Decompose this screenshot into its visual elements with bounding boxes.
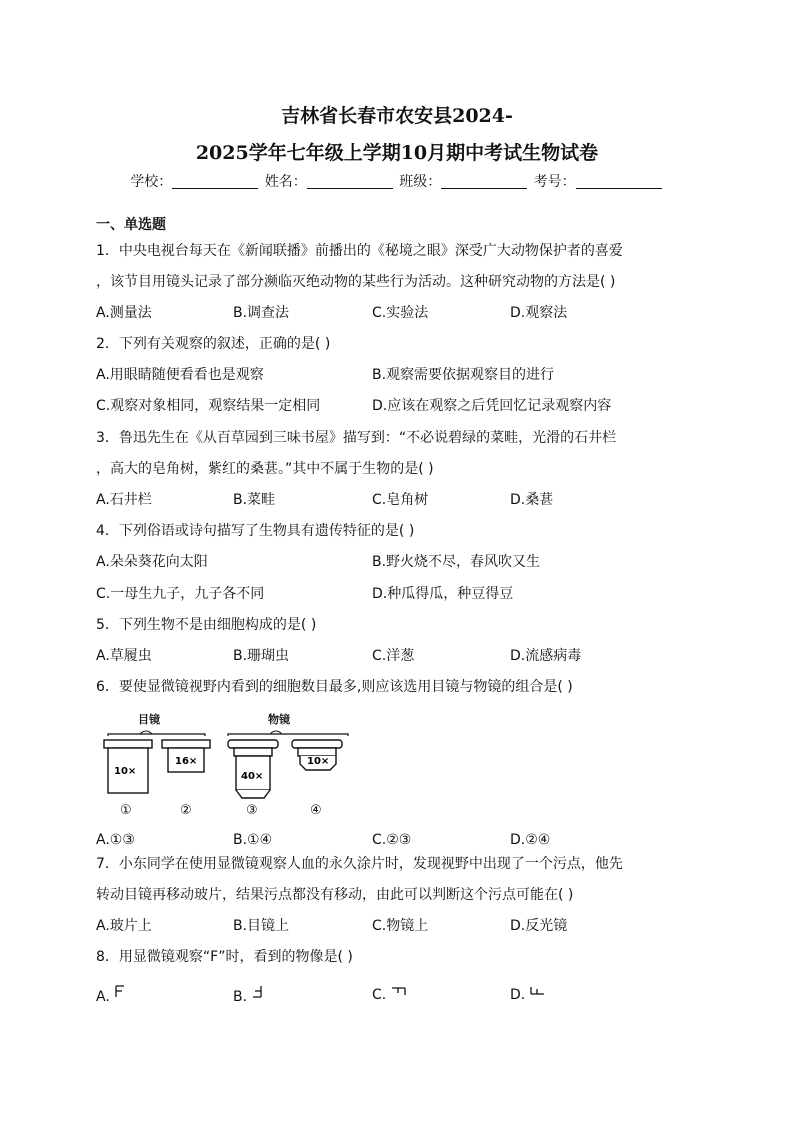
question-4-line-1: 4．下列俗语或诗句描写了生物具有遗传特征的是( ) [96,523,415,539]
f-sideways-right-icon [530,985,546,997]
q1-option-d[interactable]: D.观察法 [510,305,568,321]
title-line-1: 吉林省长春市农安县2024- [281,105,513,127]
q5-option-b[interactable]: B.珊瑚虫 [233,648,290,664]
q8-option-d[interactable] [510,985,546,1003]
q3-option-b[interactable]: B.菜畦 [233,492,276,508]
lens-number-1: ① [120,803,132,818]
q8-option-c-label: C. [372,987,387,1003]
q2-option-d[interactable]: D.应该在观察之后凭回忆记录观察内容 [372,398,612,414]
q2-option-a[interactable]: A.用眼睛随便看看也是观察 [96,367,264,383]
name-blank[interactable] [307,174,393,189]
q4-option-b[interactable]: B.野火烧不尽，春风吹又生 [372,554,541,570]
class-blank[interactable] [441,174,527,189]
q5-option-a[interactable]: A.草履虫 [96,648,152,664]
q5-option-c[interactable]: C.洋葱 [372,648,415,664]
exam-number-label: 考号： [533,174,576,190]
q3-option-c[interactable]: C.皂角树 [372,492,429,508]
q8-option-a-label: A. [96,989,110,1005]
q1-option-b[interactable]: B.调查法 [233,305,290,321]
section-heading: 一、单选题 [96,217,166,233]
objective-3-icon [228,740,278,798]
q8-option-d-label: D. [510,987,526,1003]
school-blank[interactable] [172,174,258,189]
question-1-line-2: ，该节目用镜头记录了部分濒临灭绝动物的某些行为活动。这种研究动物的方法是( ) [96,274,616,290]
question-2-line-1: 2．下列有关观察的叙述，正确的是( ) [96,336,331,352]
question-8-line-1: 8．用显微镜观察“F”时，看到的物像是( ) [96,949,353,965]
q7-option-b[interactable]: B.目镜上 [233,918,290,934]
name-label: 姓名： [264,174,307,190]
question-3-line-1: 3．鲁迅先生在《从百草园到三味书屋》描写到：“不必说碧绿的菜畦，光滑的石井栏 [96,430,617,446]
q8-option-a[interactable] [96,985,126,1005]
q8-option-b-label: B. [233,989,248,1005]
f-sideways-left-icon [391,985,407,997]
lens-number-2: ② [180,803,192,818]
q1-option-c[interactable]: C.实验法 [372,305,429,321]
q2-option-c[interactable]: C.观察对象相同，观察结果一定相同 [96,398,321,414]
q2-option-b[interactable]: B.观察需要依据观察目的进行 [372,367,555,383]
q3-option-d[interactable]: D.桑葚 [510,492,554,508]
eyepiece-2-mark: 16× [175,756,198,767]
q4-option-c[interactable]: C.一母生九子，九子各不同 [96,586,265,602]
class-label: 班级： [399,174,442,190]
f-upright-icon [114,985,126,999]
student-info-row [0,171,794,191]
eyepiece-1-mark: 10× [114,766,137,777]
question-3-line-2: ，高大的皂角树，紫红的桑葚。”其中不属于生物的是( ) [96,461,434,477]
q8-option-b[interactable] [233,985,264,1005]
q7-option-a[interactable]: A.玻片上 [96,918,152,934]
lens-number-4: ④ [310,803,322,818]
objective-label: 物镜 [268,713,290,726]
q5-option-d[interactable]: D.流感病毒 [510,648,582,664]
exam-number-blank[interactable] [576,174,662,189]
q7-option-c[interactable]: C.物镜上 [372,918,429,934]
eyepiece-label: 目镜 [138,713,160,726]
q6-option-b[interactable]: B.①④ [233,832,273,848]
microscope-lens-figure [100,710,360,825]
f-rotated-icon [252,985,264,999]
q6-option-a[interactable]: A.①③ [96,832,135,848]
question-6-line-1: 6．要使显微镜视野内看到的细胞数目最多,则应该选用目镜与物镜的组合是( ) [96,679,573,695]
q6-option-d[interactable]: D.②④ [510,832,551,848]
lens-number-3: ③ [246,803,258,818]
question-7-line-2: 转动目镜再移动玻片，结果污点都没有移动，由此可以判断这个污点可能在( ) [96,887,574,903]
objective-4-mark: 10× [307,756,330,767]
q6-option-c[interactable]: C.②③ [372,832,412,848]
title-line-2: 2025学年七年级上学期10月期中考试生物试卷 [195,142,599,164]
q3-option-a[interactable]: A.石井栏 [96,492,152,508]
question-1-line-1: 1．中央电视台每天在《新闻联播》前播出的《秘境之眼》深受广大动物保护者的喜爱 [96,243,623,259]
school-label: 学校： [130,174,173,190]
q4-option-d[interactable]: D.种瓜得瓜，种豆得豆 [372,586,514,602]
objective-3-mark: 40× [241,771,264,782]
question-5-line-1: 5．下列生物不是由细胞构成的是( ) [96,617,317,633]
q4-option-a[interactable]: A.朵朵葵花向太阳 [96,554,208,570]
q8-option-c[interactable] [372,985,407,1003]
q7-option-d[interactable]: D.反光镜 [510,918,568,934]
q1-option-a[interactable]: A.测量法 [96,305,152,321]
question-7-line-1: 7．小东同学在使用显微镜观察人血的永久涂片时，发现视野中出现了一个污点，他先 [96,856,623,872]
